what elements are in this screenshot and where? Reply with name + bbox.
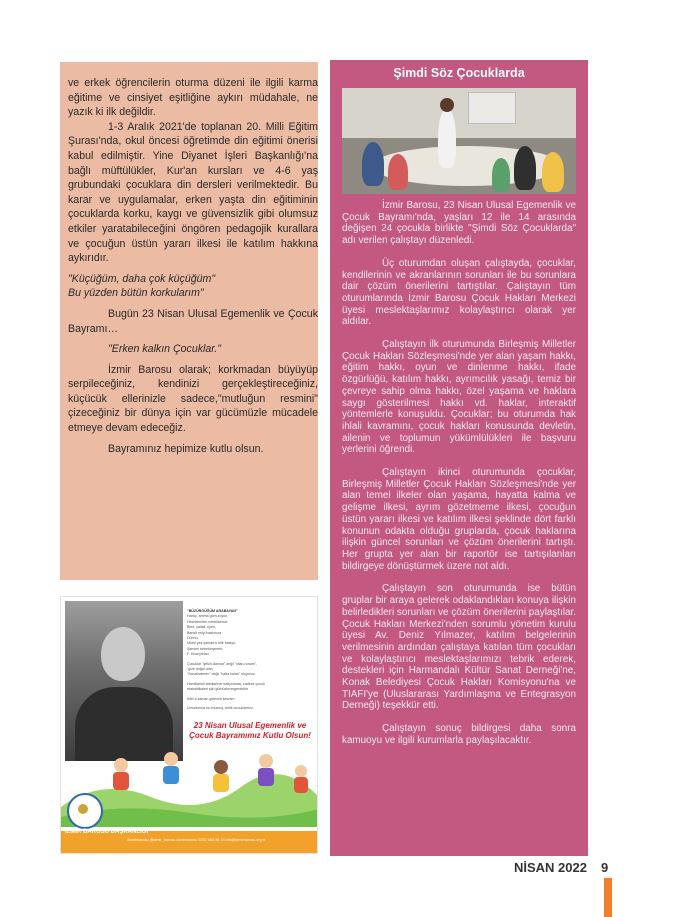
poem-title: "BÜZÜRGÜĞÜM ARABAYAN" [187, 609, 238, 613]
quote-line: "Küçüğüm, daha çok küçüğüm" [68, 272, 216, 285]
poem-line: Birni, yallali, nyen, [187, 625, 216, 630]
poem-line: F. Hüseyiblan [187, 652, 209, 657]
poem-line: Müthi yeş yaman:n bilir basiyo, [187, 641, 237, 646]
page-accent-tab [604, 878, 612, 917]
paragraph: Çalıştayın ikinci oturumunda çocuklar, Birleşmiş Milletler Çocuk Hakları Sözleşmesi'nde yer alan temel ilkeler olan yaşama, hayatta kalma ve gelişme ilkesi, ayrım gözetmeme ilkesi, çocuğun üstün yararı ilkesi ve katılım ilkesi şeklinde dört farklı konunun odakta olduğu gruplarda, çocuk haklarına ilişkin güncel sorunları ve çözüm önerilerini tartıştı. Her grupta yer alan bir raportör ise tartışılanları bildirgeye dönüştürmek üzere not aldı. [342, 467, 576, 572]
paragraph: 1-3 Aralık 2021'de toplanan 20. Milli Eğitim Şurası'nda, okul öncesi öğretimde din eğitimi önerisi kabul edilmiştir. Yine Diyanet İşleri Başkanlığı'na bağlı müftülükler, Kur'an kursları ve 4-6 yaş grubundaki çocuklara din dersleri verilmektedir. Bu karar ve uygulamalar, erken yaşta din eğitiminin çocuklarda korku, kaygı ve güvensizlik gibi olumsuz etkiler yaratabileceğini öngören pedagojik kurallara ve çocuğun üstün yararı ilkesi ile katılım hakkına aykırıdır. [68, 120, 318, 265]
poem-line: "Sanalıvamen" değil "hatla kalan" oluyoruz. [187, 672, 256, 677]
poster-headline: 23 Nisan Ulusal Egemenlik ve Çocuk Bayramımız Kutlu Olsun! [189, 721, 311, 740]
poem-line: Hamiliaristi aterilariner katiyolarda, sadece çocuk [187, 681, 265, 686]
paragraph: Bugün 23 Nisan Ulusal Egemenlik ve Çocuk Bayramı… [68, 307, 318, 335]
closing-line: Bayramınız hepimize kutlu olsun. [108, 442, 264, 455]
poem-line: Haraç, amma göm zoyuri, [187, 614, 229, 619]
page-footer [514, 860, 608, 875]
right-article-box [330, 60, 588, 856]
poster-poem [187, 609, 313, 712]
issue-label: NİSAN 2022 [514, 860, 587, 875]
poem-line: "gize doğal olan, [187, 667, 214, 672]
april-23-poster [60, 596, 318, 854]
left-article-box [60, 62, 318, 580]
quote-line: "Erken kalkın Çocuklar." [108, 343, 222, 356]
poem-line: Şamimi bebekinymem. [187, 646, 224, 651]
page-number: 9 [600, 860, 609, 875]
bar-association-seal [67, 793, 103, 829]
poem-line: Dünnu. [187, 636, 199, 641]
poem-line: Umudumuz bu mumuş, birlik ocouklarmız, [187, 706, 254, 711]
paragraph: ve erkek öğrencilerin oturma düzeni ile ilgili karma eğitime ve cinsiyet eşitliğine aykırı müdahale, ne yazık ki ilk değildir. [68, 77, 318, 119]
workshop-photo [342, 88, 576, 194]
poem-line: İstiri a zaman gelecek kavram [187, 696, 235, 701]
poster-brand: İZMİR BAROSU BAŞKANLIĞI [65, 829, 148, 835]
quote-line: Bu yüzden bütün korkularım" [68, 287, 204, 300]
paragraph: Çalıştayın sonuç bildirgesi daha sonra kamuoyu ve ilgili kurumlarla paylaşılacaktır. [342, 723, 576, 746]
poem-line: Hecnelerden mireillarimiz. [187, 619, 229, 624]
article-title: Şimdi Söz Çocuklarda [393, 66, 525, 80]
article-body [342, 200, 576, 747]
poem-line: Çocuklar "şekin-darwat" değil "cilan-runam", [187, 661, 258, 666]
portrait-photo [65, 601, 183, 761]
poem-line: Bansit eniyi bastınıza [187, 630, 221, 635]
paragraph: İzmir Barosu olarak; korkmadan büyüyüp serpileceğiniz, kendinizi gerçekleştireceğiniz, küçücük ellerinizle sadece,"mutluğun resmini" çizeceğiniz bir dünya için var gücümüzle mücadele etmeye devam edeceğiz. [68, 363, 318, 435]
paragraph: Çalıştayın ilk oturumunda Birleşmiş Milletler Çocuk Hakları Sözleşmesi'nde yer alan yaşam hakkı, eğitim hakkı, oyun ve dinlenme hakkı, ifade özgürlüğü, katılım hakkı, ayrımcılık yasağı, temiz bir çevreye sahip olma hakkı, özel yaşama ve haklara saygı gösterilmesi hakkı vd. haklar, interaktif yöntemlerle konuşuldu. Çocuklar; bu oturumda hak ihlali kavramını, çocuk hakları konusunda devletin, ailenin ve toplumun yükümlülükleri ile başvuru yerlerini öğrendi. [342, 339, 576, 456]
paragraph: Üç oturumdan oluşan çalıştayda, çocuklar, kendilerinin ve akranlarının sorunları ile bu sorunlara dair çözüm önerilerini tartıştılar. Çalıştayın tüm oturumlarında İzmir Barosu Çocuk Hakları Merkezi üyesi meslektaşlarımız kolaylaştırıcı olarak yer aldılar. [342, 257, 576, 328]
paragraph: İzmir Barosu, 23 Nisan Ulusal Egemenlik ve Çocuk Bayramı'nda, yaşları 12 ile 14 arasında değişen 24 çocukla birlikte "Şimdi Söz Çocuklarda" adı verilen çalıştayı düzenledi. [342, 200, 576, 247]
poster-contacts: f/izmirbarosu @izmir_barosu /izmirbarosu 0232 483 36 13 info@izmirbarosu.org.tr [127, 838, 266, 842]
paragraph: Çalıştayın son oturumunda ise bütün gruplar bir araya gelerek odaklandıkları konuya ilişkin belirledikleri sorunları ve çözüm önerilerini paylaştılar. Çocuk Hakları Merkezi'nden sorumlu yönetim kurulu üyesi Av. Deniz Yılmazer, katılım belgelerinin verilmesinin ardından çalıştaya katılan tüm çocukları ve kolaylaştırıcı meslektaşlarımızı tebrik ederek, destekleri için Harmandalı Kültür Sanat Derneği'ne, Konak Belediyesi Çocuk Hakları Komisyonu'na ve TIAFI'ye (Uluslararası Yardımlaşma ve Entegrasyon Derneği) teşekkür etti. [342, 583, 576, 712]
poem-line: etabalitikaleri şiiri gürbüzlevergerektirir [187, 687, 249, 692]
